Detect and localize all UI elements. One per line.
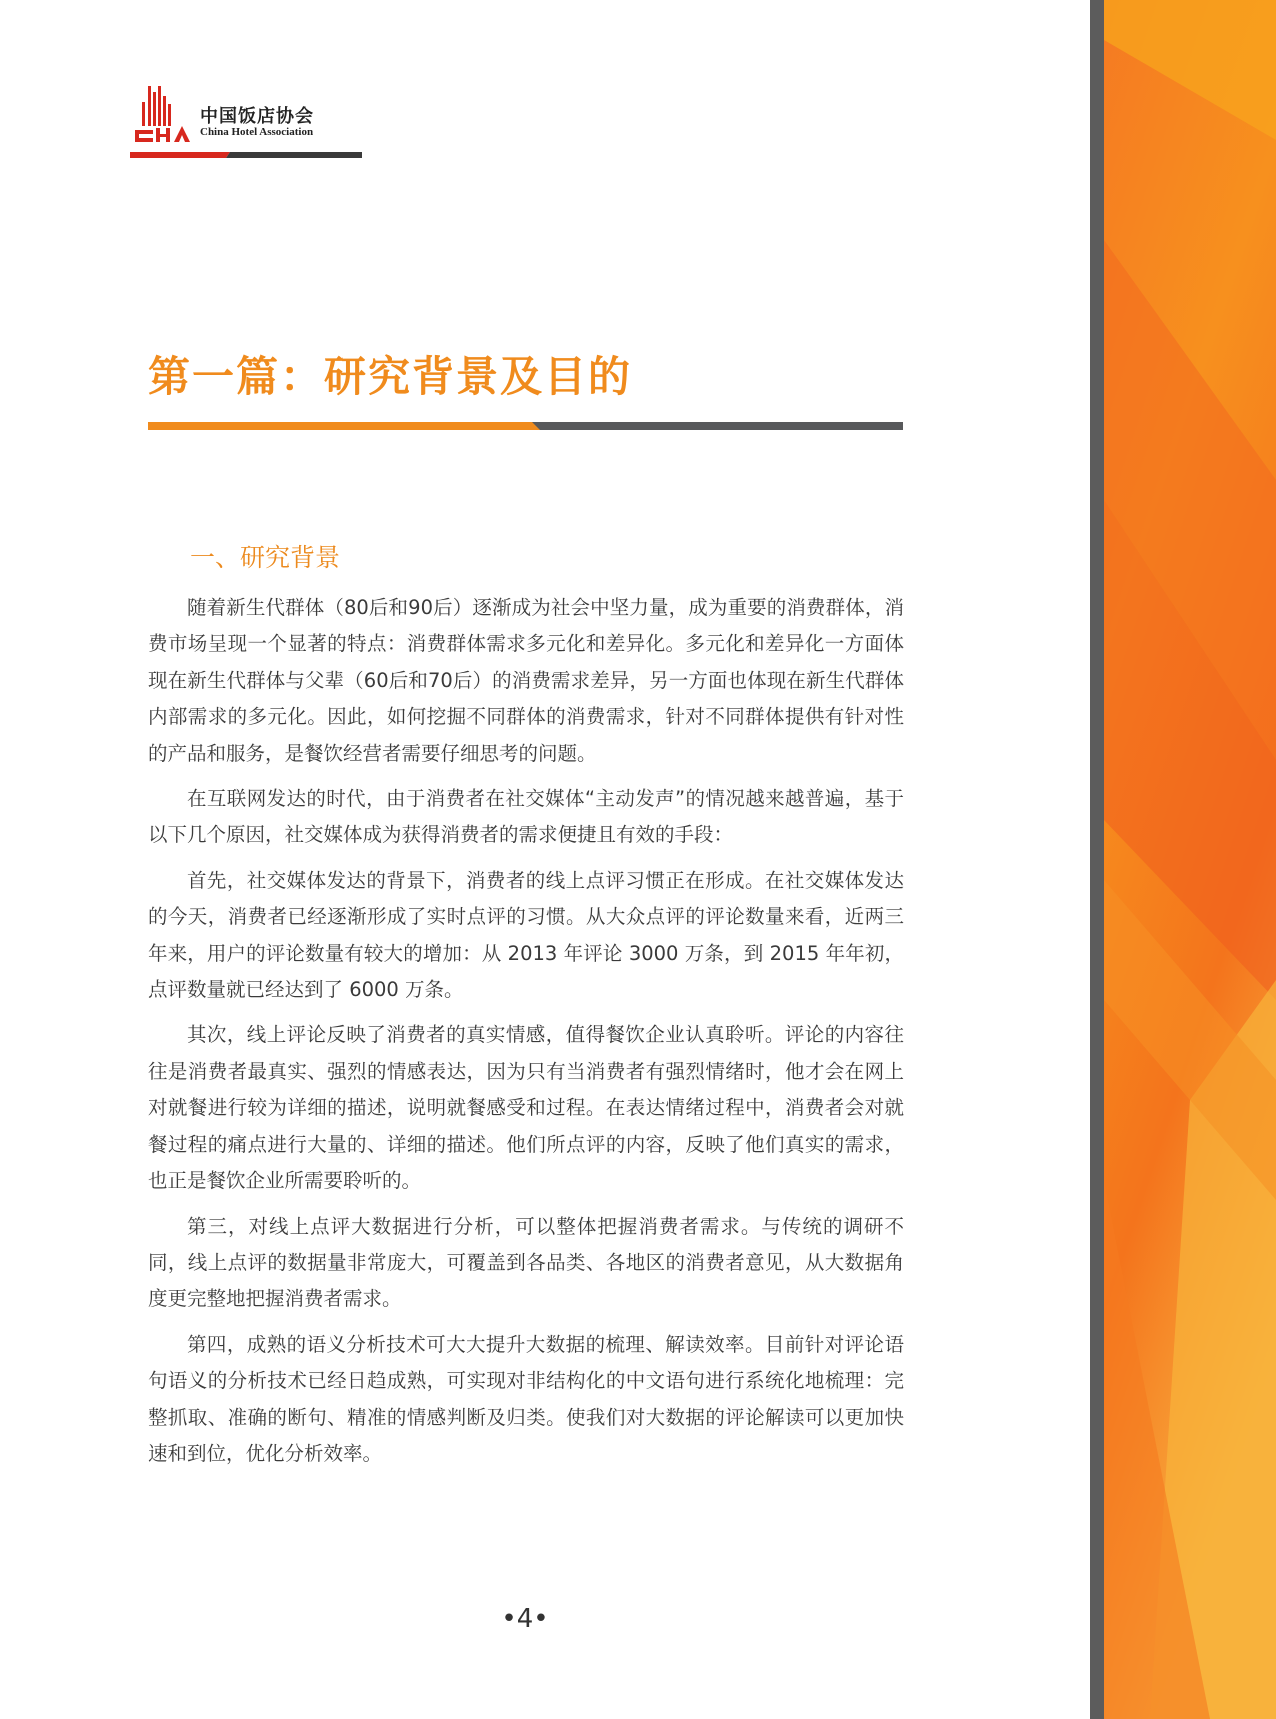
- paragraph: 首先，社交媒体发达的背景下，消费者的线上点评习惯正在形成。在社交媒体发达的今天，消费者已经逐渐形成了实时点评的习惯。从大众点评的评论数量来看，近两三年来，用户的评论数量有较大的增加：从 2013 年评论 3000 万条，到 2015 年年初，点评数量就已经达到了 6000 万条。: [148, 868, 904, 1002]
- decorative-side-panel: [1090, 0, 1276, 1719]
- logo-chinese-name: 中国饭店协会: [200, 106, 314, 127]
- logo-underline-divider: [130, 152, 362, 158]
- logo-english-name: China Hotel Association: [200, 126, 314, 138]
- page-number: •4•: [501, 1604, 549, 1634]
- paragraph: 在互联网发达的时代，由于消费者在社交媒体“主动发声”的情况越来越普遍，基于以下几个原因，社交媒体成为获得消费者的需求便捷且有效的手段：: [148, 787, 904, 847]
- paragraph: 随着新生代群体（80后和90后）逐渐成为社会中坚力量，成为重要的消费群体，消费市场呈现一个显著的特点：消费群体需求多元化和差异化。多元化和差异化一方面体现在新生代群体与父辈（60后和70后）的消费需求差异，另一方面也体现在新生代群体内部需求的多元化。因此，如何挖掘不同群体的消费需求，针对不同群体提供有针对性的产品和服务，是餐饮经营者需要仔细思考的问题。: [148, 596, 904, 765]
- cha-logo: [130, 84, 362, 158]
- cha-building-logo-icon: [130, 84, 196, 144]
- title-underline-divider: [148, 421, 903, 431]
- body-text: [148, 590, 904, 1481]
- section-heading: 一、研究背景: [190, 543, 341, 572]
- paragraph: 第四，成熟的语义分析技术可大大提升大数据的梳理、解读效率。目前针对评论语句语义的分析技术已经日趋成熟，可实现对非结构化的中文语句进行系统化地梳理：完整抓取、准确的断句、精准的情感判断及归类。使我们对大数据的评论解读可以更加快速和到位，优化分析效率。: [148, 1332, 904, 1465]
- paragraph: 第三，对线上点评大数据进行分析，可以整体把握消费者需求。与传统的调研不同，线上点评的数据量非常庞大，可覆盖到各品类、各地区的消费者意见，从大数据角度更完整地把握消费者需求。: [148, 1214, 904, 1311]
- paragraph: 其次，线上评论反映了消费者的真实情感，值得餐饮企业认真聆听。评论的内容往往是消费者最真实、强烈的情感表达，因为只有当消费者有强烈情绪时，他才会在网上对就餐进行较为详细的描述，说明就餐感受和过程。在表达情绪过程中，消费者会对就餐过程的痛点进行大量的、详细的描述。他们所点评的内容，反映了他们真实的需求，也正是餐饮企业所需要聆听的。: [148, 1023, 904, 1193]
- page-title: 第一篇：研究背景及目的: [148, 352, 633, 401]
